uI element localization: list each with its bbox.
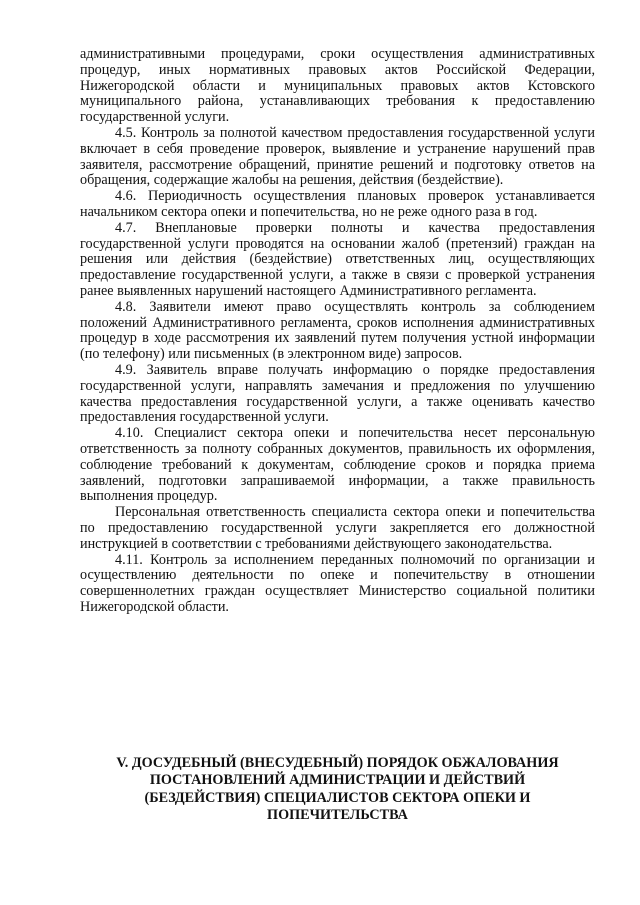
paragraph-4-6: 4.6. Периодичность осуществления плановых проверок устанавливается начальником сектора опеки и попечительства, но не реже одного раза в год.: [80, 188, 595, 220]
paragraph-4-5: 4.5. Контроль за полнотой качеством предоставления государственной услуги включает в себя проведение проверок, выявление и устранение нарушений прав заявителя, рассмотрение обращений, принятие решений и подготовку ответов на обращения, содержащие жалобы на решения, действия (бездействие).: [80, 124, 595, 189]
paragraph-4-10: 4.10. Специалист сектора опеки и попечительства несет персональную ответственность за полноту собранных документов, правильность их оформления, соблюдение требований к документам, соблюдение сроков и порядка приема заявлений, подготовки запрашиваемой информации, а также правильность выполнения процедур.: [80, 425, 595, 505]
document-body: [80, 47, 595, 616]
paragraph-4-11: 4.11. Контроль за исполнением переданных полномочий по организации и осуществлению деятельности по опеке и попечительству в отношении совершеннолетних граждан осуществляет Министерство социальной политики Нижегородской области.: [80, 551, 595, 615]
section-heading-line-2: ПОСТАНОВЛЕНИЙ АДМИНИСТРАЦИИ И ДЕЙСТВИЙ: [149, 772, 526, 789]
section-heading-line-1: V. ДОСУДЕБНЫЙ (ВНЕСУДЕБНЫЙ) ПОРЯДОК ОБЖАЛОВАНИЯ: [116, 755, 559, 771]
paragraph-4-9: 4.9. Заявитель вправе получать информацию о порядке предоставления государственной услуги, направлять замечания и предложения по улучшению качества предоставления государственной услуги, а также оценивать качество предоставления государственной услуги.: [80, 361, 595, 426]
paragraph-4-4-continuation: административными процедурами, сроки осуществления административных процедур, иных нормативных правовых актов Российской Федерации, Нижегородской области и муниципальных правовых актов Кстовского муниципального района, устанавливающих требования к предоставлению государственной услуги.: [80, 46, 595, 126]
paragraph-4-8: 4.8. Заявители имеют право осуществлять контроль за соблюдением положений Административного регламента, сроков исполнения административных процедур в ходе рассмотрения их заявлений путем получения устной информации (по телефону) или письменных (в электронном виде) запросов.: [80, 298, 595, 363]
section-heading-line-3: (БЕЗДЕЙСТВИЯ) СПЕЦИАЛИСТОВ СЕКТОРА ОПЕКИ И: [144, 789, 531, 806]
section-heading-line-4: ПОПЕЧИТЕЛЬСТВА: [267, 807, 408, 824]
paragraph-4-7: 4.7. Внеплановые проверки полноты и качества предоставления государственной услуги проводятся на основании жалоб (претензий) граждан на решения или действия (бездействие) ответственных лиц, осуществляющих предоставление государственной услуги, а также в связи с проверкой устранения ранее выявленных нарушений настоящего Административного регламента.: [80, 219, 595, 299]
paragraph-4-10-responsibility: Персональная ответственность специалиста сектора опеки и попечительства по предоставлению государственной услуги закрепляется его должностной инструкцией в соответствии с требованиями действующего законодательства.: [80, 504, 595, 552]
section-heading: [80, 755, 595, 825]
